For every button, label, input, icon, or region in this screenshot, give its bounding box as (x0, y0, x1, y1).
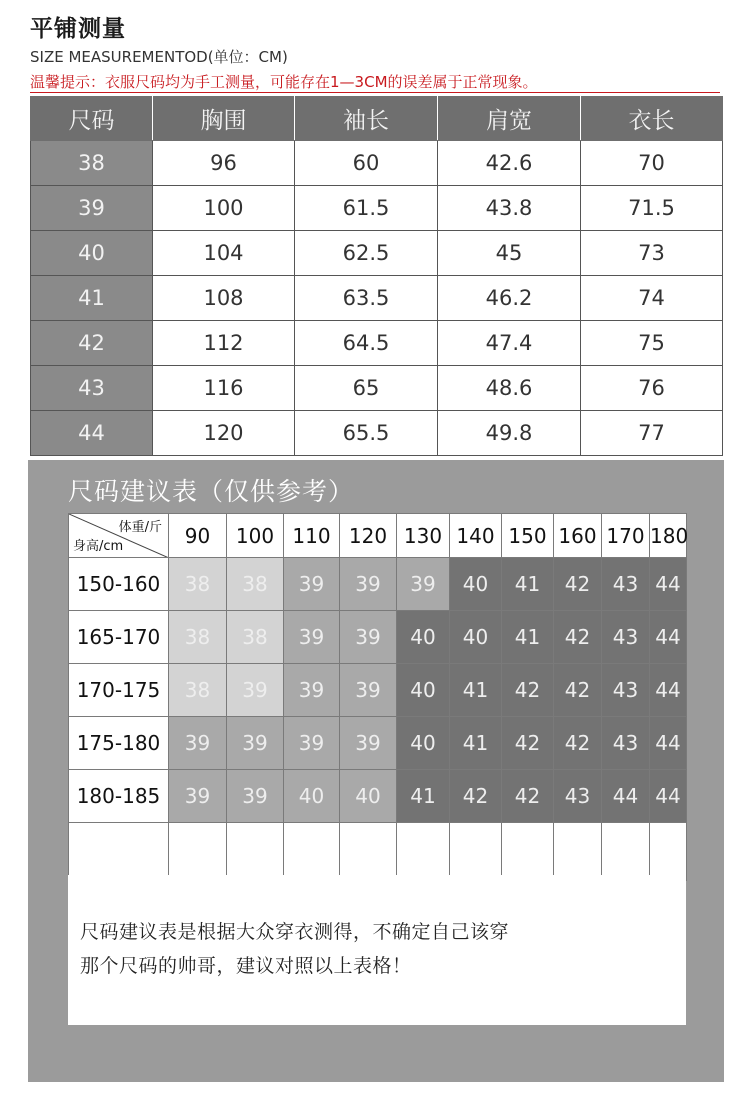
weight-header-cell: 90 (169, 514, 227, 558)
size-cell: 38 (169, 664, 227, 717)
size-cell: 44 (650, 770, 687, 823)
table-row (69, 558, 687, 611)
size-cell: 44 (650, 717, 687, 770)
size-advice-title: 尺码建议表（仅供参考） (68, 477, 355, 506)
length-cell: 71.5 (581, 186, 723, 231)
header-chest: 胸围 (153, 97, 295, 141)
length-cell: 77 (581, 411, 723, 456)
height-cell: 170-175 (69, 664, 169, 717)
shoulder-cell: 48.6 (438, 366, 581, 411)
empty-cell (502, 823, 554, 881)
weight-header-cell: 160 (554, 514, 602, 558)
length-cell: 70 (581, 141, 723, 186)
size-cell: 44 (650, 664, 687, 717)
size-cell: 44 (650, 611, 687, 664)
chest-cell: 112 (153, 321, 295, 366)
disclaimer-line: 那个尺码的帅哥，建议对照以上表格！ (80, 955, 412, 977)
table-row (31, 321, 723, 366)
size-cell: 41 (450, 717, 502, 770)
weight-header-cell: 130 (397, 514, 450, 558)
size-cell: 39 (340, 717, 397, 770)
size-advice-table (68, 513, 687, 881)
empty-cell (602, 823, 650, 881)
height-cell: 165-170 (69, 611, 169, 664)
length-cell: 73 (581, 231, 723, 276)
size-cell: 42 (554, 558, 602, 611)
empty-cell (69, 823, 169, 881)
length-cell: 74 (581, 276, 723, 321)
page-subtitle: SIZE MEASUREMENTOD(单位：CM) (30, 48, 288, 66)
size-cell: 44 (650, 558, 687, 611)
height-cell: 175-180 (69, 717, 169, 770)
chest-cell: 120 (153, 411, 295, 456)
shoulder-cell: 45 (438, 231, 581, 276)
size-cell: 38 (227, 558, 284, 611)
length-cell: 76 (581, 366, 723, 411)
chest-cell: 116 (153, 366, 295, 411)
size-cell: 43 (602, 664, 650, 717)
page-title: 平铺测量 (30, 16, 126, 42)
note-underline (30, 92, 720, 93)
empty-cell (227, 823, 284, 881)
table-row (31, 411, 723, 456)
size-cell: 43 (554, 770, 602, 823)
size-cell: 39 (284, 611, 340, 664)
size-cell: 42 (554, 717, 602, 770)
table-row (31, 141, 723, 186)
size-cell: 44 (31, 411, 153, 456)
size-cell: 42 (450, 770, 502, 823)
size-cell: 39 (227, 664, 284, 717)
corner-cell (69, 514, 169, 558)
chest-cell: 104 (153, 231, 295, 276)
weight-header-row (69, 514, 687, 558)
size-cell: 39 (284, 558, 340, 611)
weight-axis-label: 体重/斤 (118, 520, 162, 535)
size-cell: 39 (227, 770, 284, 823)
shoulder-cell: 47.4 (438, 321, 581, 366)
empty-cell (284, 823, 340, 881)
header-length: 衣长 (581, 97, 723, 141)
size-cell: 40 (284, 770, 340, 823)
sleeve-cell: 64.5 (295, 321, 438, 366)
size-cell: 39 (227, 717, 284, 770)
size-cell: 43 (602, 717, 650, 770)
weight-header-cell: 150 (502, 514, 554, 558)
length-cell: 75 (581, 321, 723, 366)
header-sleeve: 袖长 (295, 97, 438, 141)
size-cell: 40 (450, 611, 502, 664)
weight-header-cell: 170 (602, 514, 650, 558)
sleeve-cell: 65.5 (295, 411, 438, 456)
weight-header-cell: 110 (284, 514, 340, 558)
sleeve-cell: 63.5 (295, 276, 438, 321)
empty-row (69, 823, 687, 881)
size-cell: 42 (502, 717, 554, 770)
measurement-header-row (31, 97, 723, 141)
empty-cell (340, 823, 397, 881)
size-cell: 39 (31, 186, 153, 231)
sleeve-cell: 62.5 (295, 231, 438, 276)
measurement-note: 温馨提示：衣服尺码均为手工测量，可能存在1—3CM的误差属于正常现象。 (30, 73, 538, 91)
size-cell: 39 (340, 558, 397, 611)
sleeve-cell: 65 (295, 366, 438, 411)
size-cell: 41 (502, 611, 554, 664)
table-row (69, 717, 687, 770)
table-row (31, 366, 723, 411)
size-cell: 39 (284, 664, 340, 717)
table-row (31, 186, 723, 231)
chest-cell: 96 (153, 141, 295, 186)
empty-cell (397, 823, 450, 881)
size-cell: 38 (227, 611, 284, 664)
weight-header-cell: 100 (227, 514, 284, 558)
size-cell: 40 (397, 664, 450, 717)
size-cell: 38 (31, 141, 153, 186)
size-cell: 40 (450, 558, 502, 611)
sleeve-cell: 61.5 (295, 186, 438, 231)
size-cell: 39 (397, 558, 450, 611)
shoulder-cell: 42.6 (438, 141, 581, 186)
table-row (31, 231, 723, 276)
size-cell: 40 (397, 611, 450, 664)
shoulder-cell: 43.8 (438, 186, 581, 231)
size-cell: 39 (169, 717, 227, 770)
table-row (69, 664, 687, 717)
empty-cell (650, 823, 687, 881)
header-shoulder: 肩宽 (438, 97, 581, 141)
size-cell: 42 (31, 321, 153, 366)
header-size: 尺码 (31, 97, 153, 141)
disclaimer-line: 尺码建议表是根据大众穿衣测得，不确定自己该穿 (80, 921, 510, 943)
size-cell: 38 (169, 611, 227, 664)
weight-header-cell: 140 (450, 514, 502, 558)
shoulder-cell: 49.8 (438, 411, 581, 456)
height-axis-label: 身高/cm (73, 539, 124, 554)
size-cell: 40 (397, 717, 450, 770)
table-row (69, 611, 687, 664)
size-cell: 39 (169, 770, 227, 823)
shoulder-cell: 46.2 (438, 276, 581, 321)
height-cell: 180-185 (69, 770, 169, 823)
empty-cell (450, 823, 502, 881)
size-cell: 44 (602, 770, 650, 823)
disclaimer-box (68, 875, 686, 1025)
table-row (31, 276, 723, 321)
size-cell: 40 (340, 770, 397, 823)
size-cell: 41 (31, 276, 153, 321)
size-cell: 41 (502, 558, 554, 611)
size-cell: 41 (450, 664, 502, 717)
empty-cell (169, 823, 227, 881)
chest-cell: 108 (153, 276, 295, 321)
chest-cell: 100 (153, 186, 295, 231)
weight-header-cell: 120 (340, 514, 397, 558)
empty-cell (554, 823, 602, 881)
size-cell: 39 (340, 664, 397, 717)
size-cell: 38 (169, 558, 227, 611)
size-cell: 40 (31, 231, 153, 276)
sleeve-cell: 60 (295, 141, 438, 186)
measurement-table (30, 96, 723, 456)
size-cell: 42 (554, 611, 602, 664)
size-cell: 43 (602, 558, 650, 611)
table-row (69, 770, 687, 823)
size-cell: 42 (502, 664, 554, 717)
size-cell: 42 (554, 664, 602, 717)
weight-header-cell: 180 (650, 514, 687, 558)
size-cell: 43 (602, 611, 650, 664)
height-cell: 150-160 (69, 558, 169, 611)
size-cell: 41 (397, 770, 450, 823)
size-cell: 43 (31, 366, 153, 411)
size-cell: 39 (340, 611, 397, 664)
size-cell: 39 (284, 717, 340, 770)
size-cell: 42 (502, 770, 554, 823)
